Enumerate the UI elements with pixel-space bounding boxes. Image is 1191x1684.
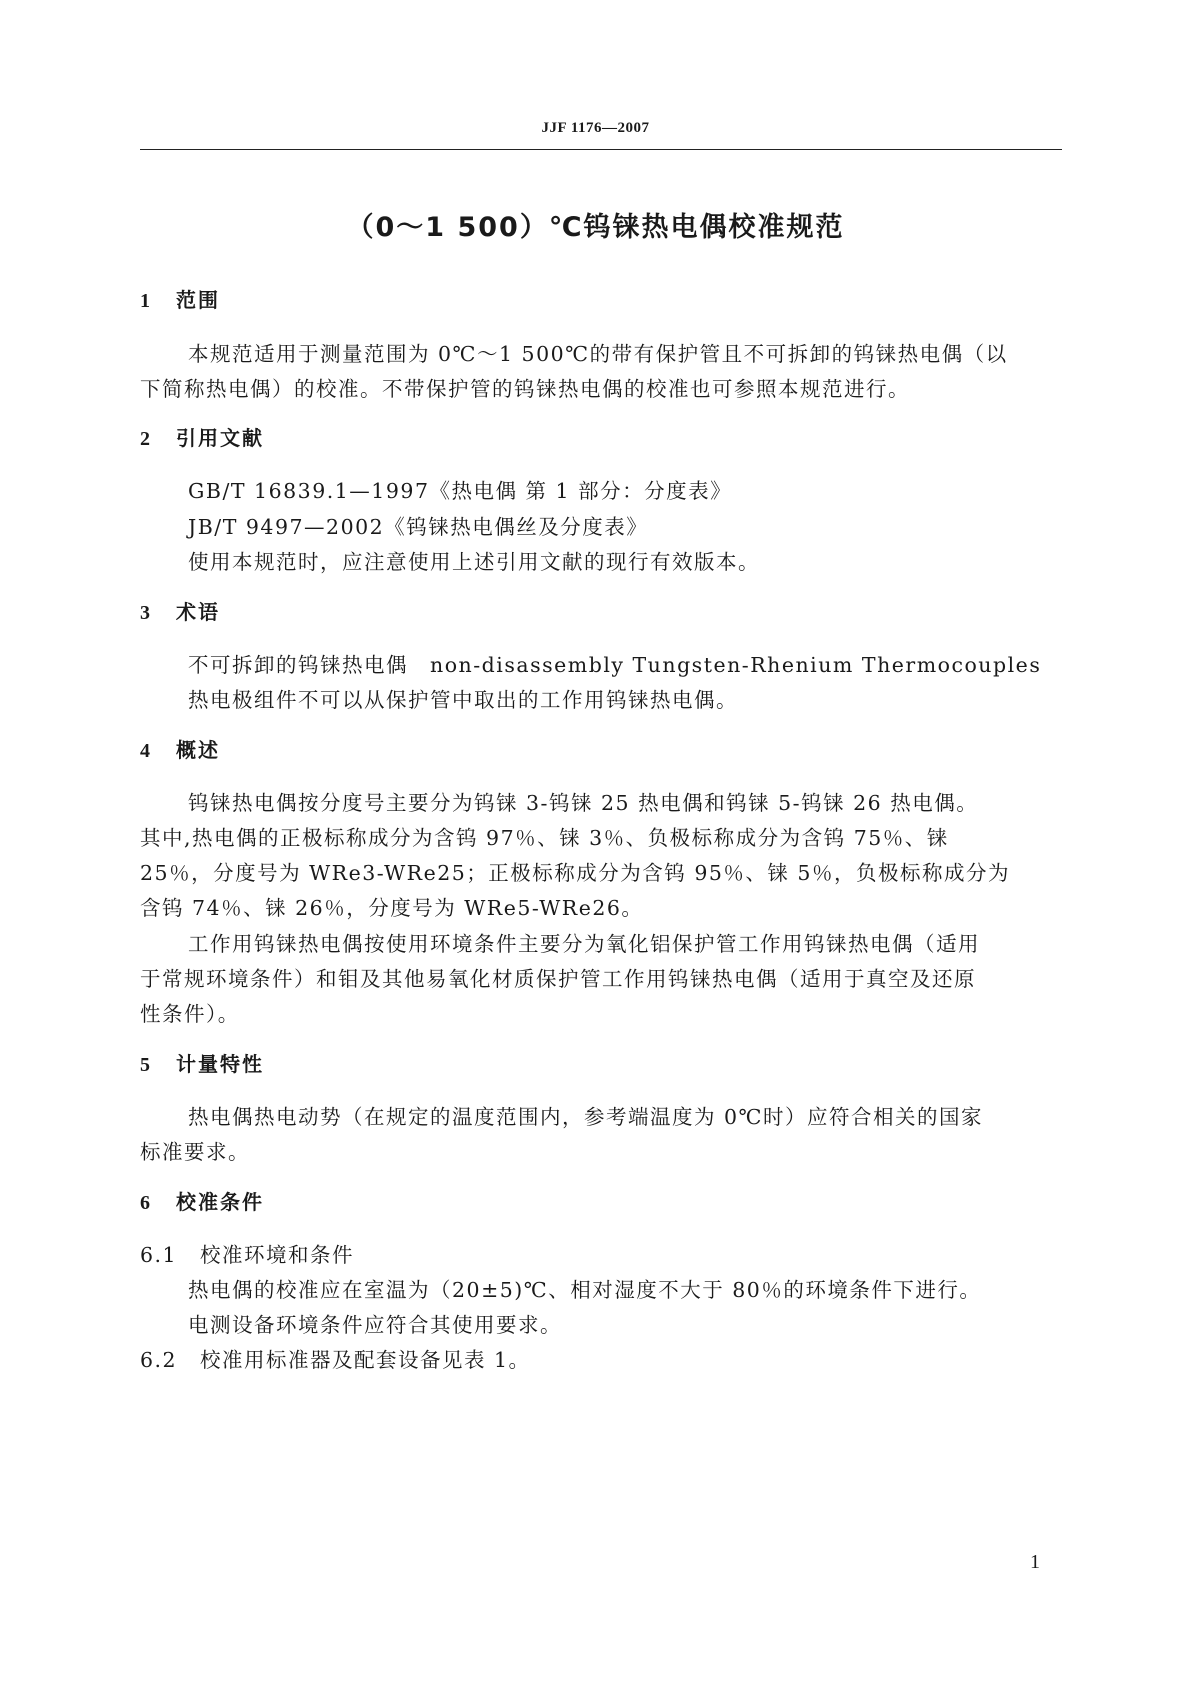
section-title: 概述: [176, 738, 220, 762]
paragraph-line: 电测设备环境条件应符合其使用要求。: [188, 1313, 562, 1337]
section-title: 校准条件: [176, 1190, 264, 1214]
header-rule: [140, 149, 1062, 150]
subsection-6-2-heading: [140, 1343, 531, 1373]
subsection-number: 6.2: [140, 1348, 178, 1372]
subsection-title: 校准环境和条件: [200, 1243, 354, 1267]
paragraph-line: 其中,热电偶的正极标称成分为含钨 97％、铼 3％、负极标称成分为含钨 75％、铼: [140, 826, 949, 850]
section-4-heading: [140, 734, 220, 763]
page-number: 1: [1030, 1551, 1040, 1573]
section-5-heading: [140, 1048, 264, 1077]
reference-line: JB/T 9497—2002《钨铼热电偶丝及分度表》: [188, 515, 649, 539]
paragraph-line: 含钨 74％、铼 26％，分度号为 WRe5-WRe26。: [140, 896, 644, 920]
section-title: 术语: [176, 600, 220, 624]
section-6-heading: [140, 1186, 264, 1215]
section-2-heading: [140, 422, 264, 451]
section-number: 4: [140, 740, 152, 762]
subsection-number: 6.1: [140, 1243, 178, 1267]
paragraph-line: 于常规环境条件）和钼及其他易氧化材质保护管工作用钨铼热电偶（适用于真空及还原: [140, 967, 976, 991]
paragraph-line: 标准要求。: [140, 1140, 250, 1164]
section-3-heading: [140, 596, 220, 625]
section-number: 2: [140, 428, 152, 450]
paragraph-line: 热电极组件不可以从保护管中取出的工作用钨铼热电偶。: [188, 688, 738, 712]
section-number: 5: [140, 1054, 152, 1076]
section-number: 1: [140, 290, 152, 312]
subsection-title: 校准用标准器及配套设备见表 1。: [200, 1348, 531, 1372]
paragraph-line: 工作用钨铼热电偶按使用环境条件主要分为氧化铝保护管工作用钨铼热电偶（适用: [188, 932, 980, 956]
term-line: 不可拆卸的钨铼热电偶 non-disassembly Tungsten-Rhenium Thermocouples: [188, 653, 1042, 677]
paragraph-line: 热电偶的校准应在室温为（20±5)℃、相对湿度不大于 80％的环境条件下进行。: [188, 1278, 982, 1302]
paragraph-line: 使用本规范时，应注意使用上述引用文献的现行有效版本。: [188, 550, 760, 574]
section-1-heading: [140, 284, 220, 313]
page-title: （0～1 500）℃钨铼热电偶校准规范: [346, 212, 845, 243]
section-title: 引用文献: [176, 426, 264, 450]
paragraph-line: 热电偶热电动势（在规定的温度范围内，参考端温度为 0℃时）应符合相关的国家: [188, 1105, 983, 1129]
section-title: 范围: [176, 288, 220, 312]
paragraph-line: 25％，分度号为 WRe3-WRe25；正极标称成分为含钨 95％、铼 5％，负极标称成分为: [140, 861, 1010, 885]
reference-line: GB/T 16839.1—1997《热电偶 第 1 部分：分度表》: [188, 479, 733, 503]
paragraph-line: 钨铼热电偶按分度号主要分为钨铼 3-钨铼 25 热电偶和钨铼 5-钨铼 26 热电偶。: [188, 791, 979, 815]
subsection-6-1-heading: [140, 1238, 354, 1268]
section-number: 3: [140, 602, 152, 624]
section-title: 计量特性: [176, 1052, 264, 1076]
section-number: 6: [140, 1192, 152, 1214]
paragraph-line: 性条件）。: [140, 1002, 240, 1026]
paragraph-line: 本规范适用于测量范围为 0℃～1 500℃的带有保护管且不可拆卸的钨铼热电偶（以: [188, 342, 1008, 366]
paragraph-line: 下简称热电偶）的校准。不带保护管的钨铼热电偶的校准也可参照本规范进行。: [140, 377, 910, 401]
document-code-header: JJF 1176—2007: [541, 120, 650, 136]
